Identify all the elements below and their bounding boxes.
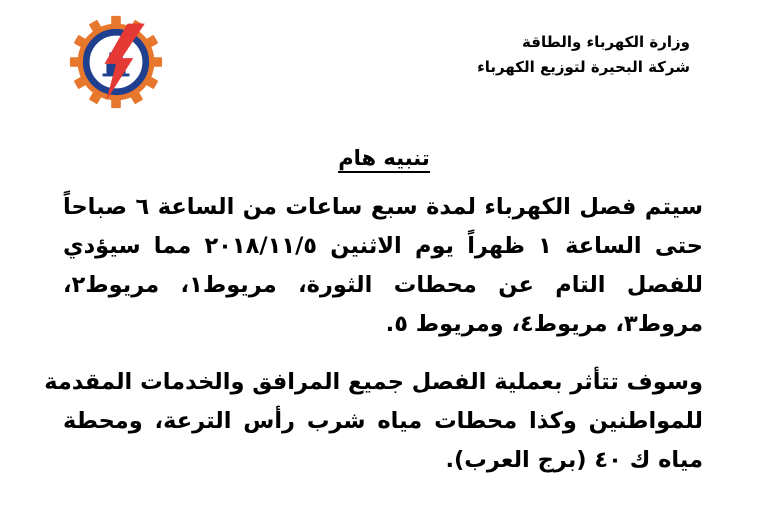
paragraph-1-line: سيتم فصل الكهرباء لمدة سبع ساعات من الساعة ٦ صباحاً (63, 194, 703, 220)
company-logo-icon (68, 14, 164, 110)
organization-header (477, 30, 690, 80)
paragraph-2-line: للمواطنين وكذا محطات مياه شرب رأس الترعة، ومحطة (63, 408, 703, 434)
paragraph-2-line: مياه ك ٤٠ (برج العرب). (445, 447, 703, 473)
notice-title-text: تنبيه هام (338, 146, 430, 173)
notice-paragraph-1 (63, 188, 703, 344)
ministry-name: وزارة الكهرباء والطاقة (522, 33, 690, 51)
paragraph-2-line: وسوف تتأثر بعملية الفصل جميع المرافق والخدمات المقدمة (44, 369, 703, 395)
notice-paragraph-2 (44, 363, 703, 480)
notice-title (0, 145, 768, 171)
paragraph-1-line: حتى الساعة ١ ظهراً يوم الاثنين ٢٠١٨/١١/٥ مما سيؤدي (63, 233, 703, 259)
paragraph-1-line: مروط٣، مريوط٤، ومريوط ٥. (385, 311, 703, 337)
paragraph-1-line: للفصل التام عن محطات الثورة، مريوط١، مريوط٢، (63, 272, 703, 298)
company-name: شركة البحيرة لتوزيع الكهرباء (477, 58, 690, 76)
